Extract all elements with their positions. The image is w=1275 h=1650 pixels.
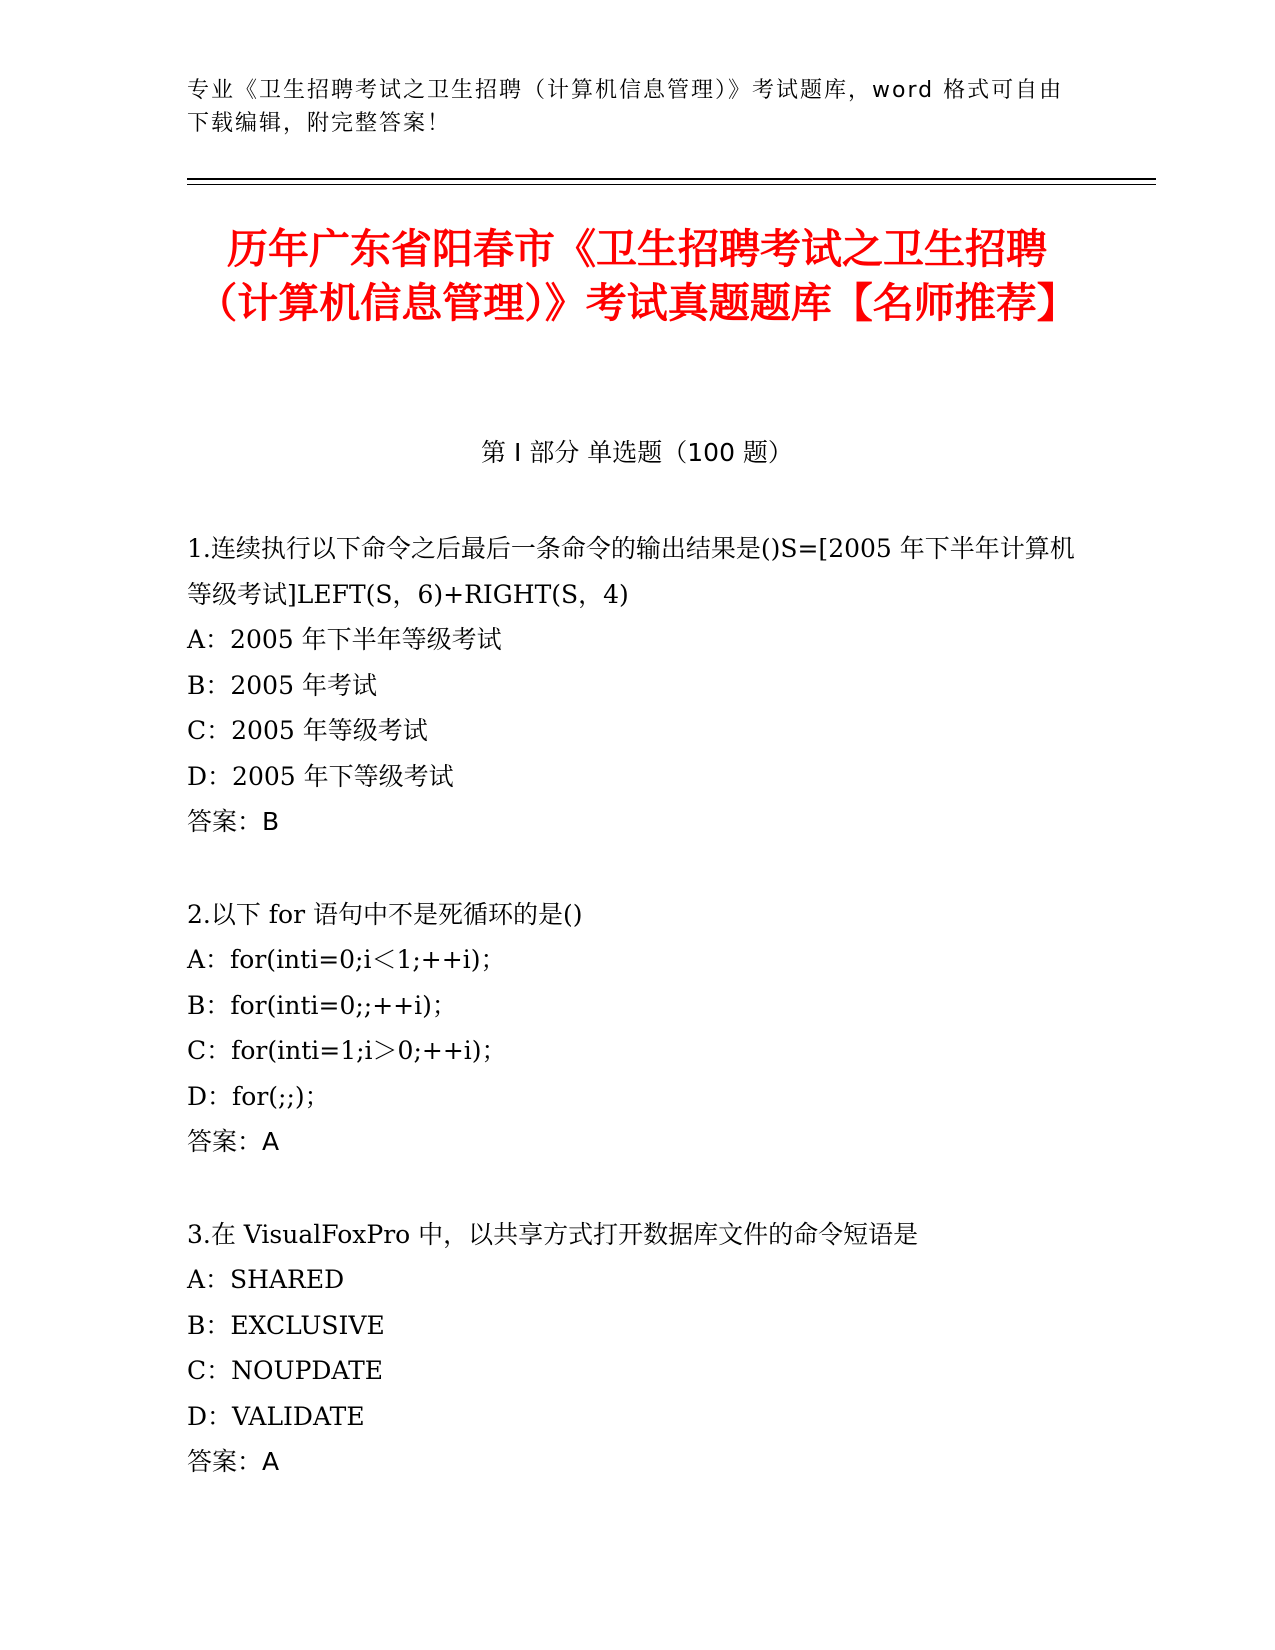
answer: 答案：A: [187, 1447, 280, 1476]
option-d: D：2005 年下等级考试: [187, 761, 454, 791]
option-c: C：NOUPDATE: [187, 1356, 384, 1385]
header-divider-thick: [187, 178, 1156, 180]
option-a: A：for(inti=0;i＜1;++i)；: [187, 945, 506, 974]
answer: 答案：A: [187, 1127, 280, 1156]
question-1: [187, 526, 1087, 845]
question-stem: 1.连续执行以下命令之后最后一条命令的输出结果是()S=[2005 年下半年计算机等级考试]LEFT(S，6)+RIGHT(S，4): [187, 534, 1075, 609]
question-list: [187, 526, 1087, 1532]
option-a: A：SHARED: [187, 1265, 345, 1294]
answer: 答案：B: [187, 807, 280, 836]
option-b: B：EXCLUSIVE: [187, 1310, 385, 1340]
option-a: A：2005 年下半年等级考试: [187, 625, 502, 654]
option-c: C：2005 年等级考试: [187, 716, 428, 745]
option-d: D：VALIDATE: [187, 1401, 365, 1431]
header-note: 专业《卫生招聘考试之卫生招聘（计算机信息管理）》考试题库，word 格式可自由下载编辑，附完整答案！: [187, 78, 1064, 136]
option-d: D：for(;;)；: [187, 1081, 330, 1111]
question-2: [187, 892, 1087, 1165]
header-divider-thin: [187, 184, 1156, 185]
option-b: B：for(inti=0;;++i)；: [187, 990, 457, 1020]
option-c: C：for(inti=1;i＞0;++i)；: [187, 1036, 507, 1065]
section-heading: 第 I 部分 单选题（100 题）: [481, 438, 793, 467]
question-stem: 2.以下 for 语句中不是死循环的是(): [187, 899, 583, 929]
option-b: B：2005 年考试: [187, 670, 377, 700]
question-stem: 3.在 VisualFoxPro 中，以共享方式打开数据库文件的命令短语是: [187, 1219, 919, 1249]
document-title: 历年广东省阳春市《卫生招聘考试之卫生招聘（计算机信息管理）》考试真题题库【名师推荐】: [196, 225, 1078, 327]
question-3: [187, 1212, 1087, 1485]
